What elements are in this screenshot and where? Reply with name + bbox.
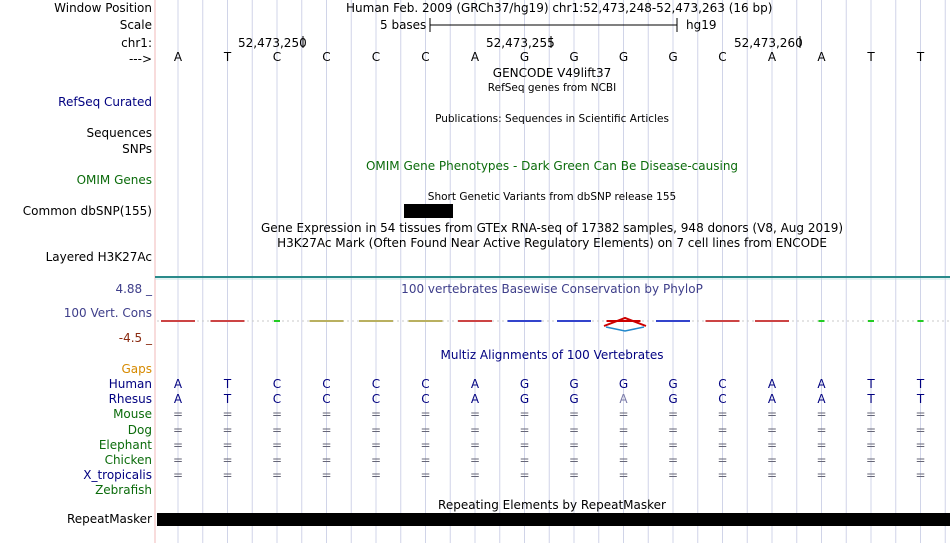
scale-assembly: hg19: [686, 18, 717, 32]
reference-base: A: [767, 50, 777, 64]
alignment-match-mark: =: [420, 437, 431, 452]
alignment-match-mark: =: [222, 422, 233, 437]
alignment-match-mark: =: [519, 437, 530, 452]
gaps-label: Gaps: [121, 362, 152, 376]
alignment-match-mark: =: [717, 437, 728, 452]
sequences-track-label[interactable]: Sequences: [86, 126, 152, 140]
coord-tick-3: 52,473,260: [734, 36, 803, 50]
reference-base: C: [421, 50, 430, 64]
alignment-base: C: [718, 392, 727, 407]
phylop-score-bar: [557, 320, 591, 322]
scale-text: 5 bases: [380, 18, 427, 32]
alignment-base: C: [322, 392, 331, 407]
alignment-match-mark: =: [321, 422, 332, 437]
alignment-match-mark: =: [370, 407, 382, 422]
alignment-match-mark: =: [370, 468, 382, 483]
alignment-match-mark: =: [618, 437, 629, 452]
alignment-base: A: [767, 377, 777, 391]
species-label[interactable]: Zebrafish: [95, 483, 152, 498]
dbsnp-track-title: Short Genetic Variants from dbSNP release 155: [427, 191, 677, 203]
alignment-match-mark: =: [915, 468, 926, 483]
alignment-base: A: [173, 377, 183, 391]
alignment-match-mark: =: [172, 468, 184, 483]
alignment-match-mark: =: [766, 422, 778, 437]
alignment-match-mark: =: [667, 422, 679, 437]
refseq-track-subtitle: RefSeq genes from NCBI: [487, 82, 617, 94]
phylop-score-bar: [274, 320, 280, 322]
h3k27ac-track-title: H3K27Ac Mark (Often Found Near Active Regulatory Elements) on 7 cell lines from ENCODE: [277, 236, 827, 250]
alignment-match-mark: =: [321, 437, 332, 452]
reference-base: G: [668, 50, 678, 64]
alignment-match-mark: =: [717, 407, 728, 422]
alignment-match-mark: =: [271, 468, 283, 483]
alignment-match-mark: =: [568, 468, 580, 483]
alignment-match-mark: =: [469, 453, 481, 467]
repeatmasker-element-bar[interactable]: [157, 513, 950, 526]
species-label[interactable]: Elephant: [98, 437, 152, 452]
alignment-match-mark: =: [568, 437, 580, 452]
alignment-base: G: [668, 392, 678, 407]
gtex-track-title: Gene Expression in 54 tissues from GTEx RNA-seq of 17382 samples, 948 donors (V8, Aug 2019): [260, 221, 844, 235]
alignment-match-mark: =: [618, 422, 629, 437]
reference-base: G: [569, 50, 579, 64]
alignment-base: A: [619, 392, 628, 407]
snps-track-label[interactable]: SNPs: [122, 142, 152, 156]
phylop-score-bar: [409, 320, 443, 322]
species-label[interactable]: Human: [108, 377, 152, 391]
alignment-match-mark: =: [915, 407, 926, 422]
alignment-match-mark: =: [420, 468, 431, 483]
phylop-max-value: 4.88 _: [115, 282, 152, 296]
gencode-track-title[interactable]: GENCODE V49lift37: [492, 66, 612, 80]
alignment-match-mark: =: [568, 407, 580, 422]
alignment-base: G: [668, 377, 678, 391]
alignment-match-mark: =: [172, 407, 184, 422]
reference-base: A: [470, 50, 480, 64]
alignment-match-mark: =: [469, 422, 481, 437]
alignment-base: C: [421, 392, 430, 407]
alignment-match-mark: =: [469, 407, 481, 422]
species-label[interactable]: Chicken: [104, 453, 152, 467]
alignment-base: C: [421, 377, 430, 391]
repeatmasker-track-title: Repeating Elements by RepeatMasker: [438, 498, 666, 512]
alignment-match-mark: =: [618, 407, 629, 422]
phylop-score-bar: [819, 320, 825, 322]
alignment-match-mark: =: [816, 468, 827, 483]
alignment-match-mark: =: [618, 468, 629, 483]
scale-label: Scale: [119, 18, 152, 32]
alignment-match-mark: =: [222, 437, 233, 452]
alignment-match-mark: =: [420, 407, 431, 422]
alignment-base: C: [272, 392, 282, 407]
phylop-score-bar: [706, 320, 740, 322]
alignment-base: A: [817, 377, 826, 391]
phylop-score-bar: [918, 320, 924, 322]
conservation-track-label[interactable]: 100 Vert. Cons: [63, 306, 152, 320]
alignment-match-mark: =: [667, 407, 679, 422]
alignment-base: T: [916, 377, 925, 391]
alignment-match-mark: =: [816, 422, 827, 437]
alignment-match-mark: =: [271, 422, 283, 437]
alignment-match-mark: =: [370, 437, 382, 452]
alignment-match-mark: =: [469, 468, 481, 483]
phylop-score-bar: [359, 320, 393, 322]
species-label[interactable]: Rhesus: [108, 392, 152, 407]
alignment-base: C: [371, 377, 381, 391]
alignment-base: G: [618, 377, 629, 391]
phylop-score-bar: [868, 320, 874, 322]
alignment-base: A: [817, 392, 826, 407]
alignment-base: A: [470, 377, 480, 391]
phylop-peak-down: [606, 327, 644, 331]
alignment-match-mark: =: [519, 468, 530, 483]
alignment-match-mark: =: [816, 407, 827, 422]
alignment-match-mark: =: [519, 453, 530, 467]
repeatmasker-track-label[interactable]: RepeatMasker: [66, 512, 152, 526]
alignment-match-mark: =: [271, 407, 283, 422]
species-label[interactable]: Mouse: [113, 407, 152, 422]
reference-base: T: [223, 50, 232, 64]
alignment-match-mark: =: [370, 453, 382, 467]
alignment-match-mark: =: [717, 468, 728, 483]
alignment-match-mark: =: [667, 437, 679, 452]
alignment-match-mark: =: [816, 453, 827, 467]
alignment-match-mark: =: [915, 453, 926, 467]
reference-base: C: [322, 50, 331, 64]
alignment-match-mark: =: [667, 453, 679, 467]
reference-base: G: [519, 50, 530, 64]
alignment-match-mark: =: [915, 437, 926, 452]
phylop-score-bar: [211, 320, 245, 322]
alignment-match-mark: =: [568, 453, 580, 467]
coord-tick-2: 52,473,255: [486, 36, 555, 50]
alignment-base: G: [569, 392, 579, 407]
refseq-track-label[interactable]: RefSeq Curated: [58, 95, 152, 109]
alignment-match-mark: =: [172, 422, 184, 437]
alignment-base: T: [916, 392, 925, 407]
alignment-base: G: [569, 377, 579, 391]
alignment-base: C: [322, 377, 331, 391]
alignment-match-mark: =: [222, 468, 233, 483]
alignment-base: A: [767, 392, 777, 407]
alignment-match-mark: =: [519, 422, 530, 437]
alignment-base: T: [223, 377, 232, 391]
dbsnp-variant-block[interactable]: [404, 204, 453, 218]
phylop-score-bar: [508, 320, 542, 322]
reference-base: G: [618, 50, 629, 64]
alignment-match-mark: =: [865, 437, 877, 452]
alignment-match-mark: =: [816, 437, 827, 452]
alignment-base: G: [519, 377, 530, 391]
alignment-match-mark: =: [717, 453, 728, 467]
alignment-match-mark: =: [271, 453, 283, 467]
window-position-value: Human Feb. 2009 (GRCh37/hg19) chr1:52,473,248-52,473,263 (16 bp): [346, 1, 773, 15]
alignment-match-mark: =: [618, 453, 629, 467]
alignment-match-mark: =: [370, 422, 382, 437]
alignment-match-mark: =: [321, 453, 332, 467]
alignment-base: A: [173, 392, 183, 407]
alignment-match-mark: =: [766, 407, 778, 422]
alignment-match-mark: =: [519, 407, 530, 422]
publications-track-title: Publications: Sequences in Scientific Articles: [435, 113, 669, 125]
alignment-match-mark: =: [915, 422, 926, 437]
alignment-match-mark: =: [172, 453, 184, 467]
alignment-base: G: [519, 392, 530, 407]
alignment-match-mark: =: [321, 468, 332, 483]
alignment-base: C: [718, 377, 727, 391]
phylop-score-bar: [656, 320, 690, 322]
alignment-base: A: [470, 392, 480, 407]
phylop-score-bar: [755, 320, 789, 322]
strand-label: --->: [128, 52, 152, 66]
alignment-match-mark: =: [172, 437, 184, 452]
alignment-match-mark: =: [717, 422, 728, 437]
reference-base: A: [173, 50, 183, 64]
h3k27ac-track-label[interactable]: Layered H3K27Ac: [45, 250, 152, 264]
phylop-score-bar: [310, 320, 344, 322]
multiz-track-title: Multiz Alignments of 100 Vertebrates: [440, 348, 664, 362]
alignment-match-mark: =: [321, 407, 332, 422]
alignment-match-mark: =: [222, 453, 233, 467]
alignment-base: C: [371, 392, 381, 407]
omim-track-label[interactable]: OMIM Genes: [76, 173, 152, 187]
alignment-match-mark: =: [420, 422, 431, 437]
phylop-score-bar: [161, 320, 195, 322]
alignment-match-mark: =: [766, 437, 778, 452]
alignment-match-mark: =: [420, 453, 431, 467]
alignment-match-mark: =: [865, 453, 877, 467]
track-divider: [155, 276, 950, 278]
phylop-min-value: -4.5 _: [118, 331, 152, 345]
alignment-base: T: [867, 392, 875, 407]
phylop-score-bar: [458, 320, 492, 322]
dbsnp-track-label[interactable]: Common dbSNP(155): [22, 204, 152, 218]
alignment-base: C: [272, 377, 282, 391]
coord-tick-1: 52,473,250: [238, 36, 307, 50]
reference-base: C: [371, 50, 381, 64]
alignment-base: T: [867, 377, 875, 391]
alignment-match-mark: =: [222, 407, 233, 422]
alignment-match-mark: =: [568, 422, 580, 437]
reference-base: T: [916, 50, 925, 64]
alignment-match-mark: =: [667, 468, 679, 483]
reference-base: C: [272, 50, 282, 64]
alignment-match-mark: =: [271, 437, 283, 452]
alignment-match-mark: =: [865, 422, 877, 437]
species-label[interactable]: Dog: [127, 422, 152, 437]
alignment-match-mark: =: [766, 468, 778, 483]
species-label[interactable]: X_tropicalis: [83, 468, 152, 483]
alignment-match-mark: =: [865, 468, 877, 483]
alignment-match-mark: =: [865, 407, 877, 422]
chrom-label: chr1:: [121, 36, 152, 50]
alignment-base: T: [223, 392, 232, 407]
window-position-label: Window Position: [54, 1, 152, 15]
omim-track-title: OMIM Gene Phenotypes - Dark Green Can Be Disease-causing: [365, 159, 739, 173]
phylop-track-title: 100 vertebrates Basewise Conservation by PhyloP: [401, 282, 703, 296]
alignment-match-mark: =: [766, 453, 778, 467]
alignment-match-mark: =: [469, 437, 481, 452]
reference-base: T: [867, 50, 875, 64]
reference-base: A: [817, 50, 826, 64]
reference-base: C: [718, 50, 727, 64]
